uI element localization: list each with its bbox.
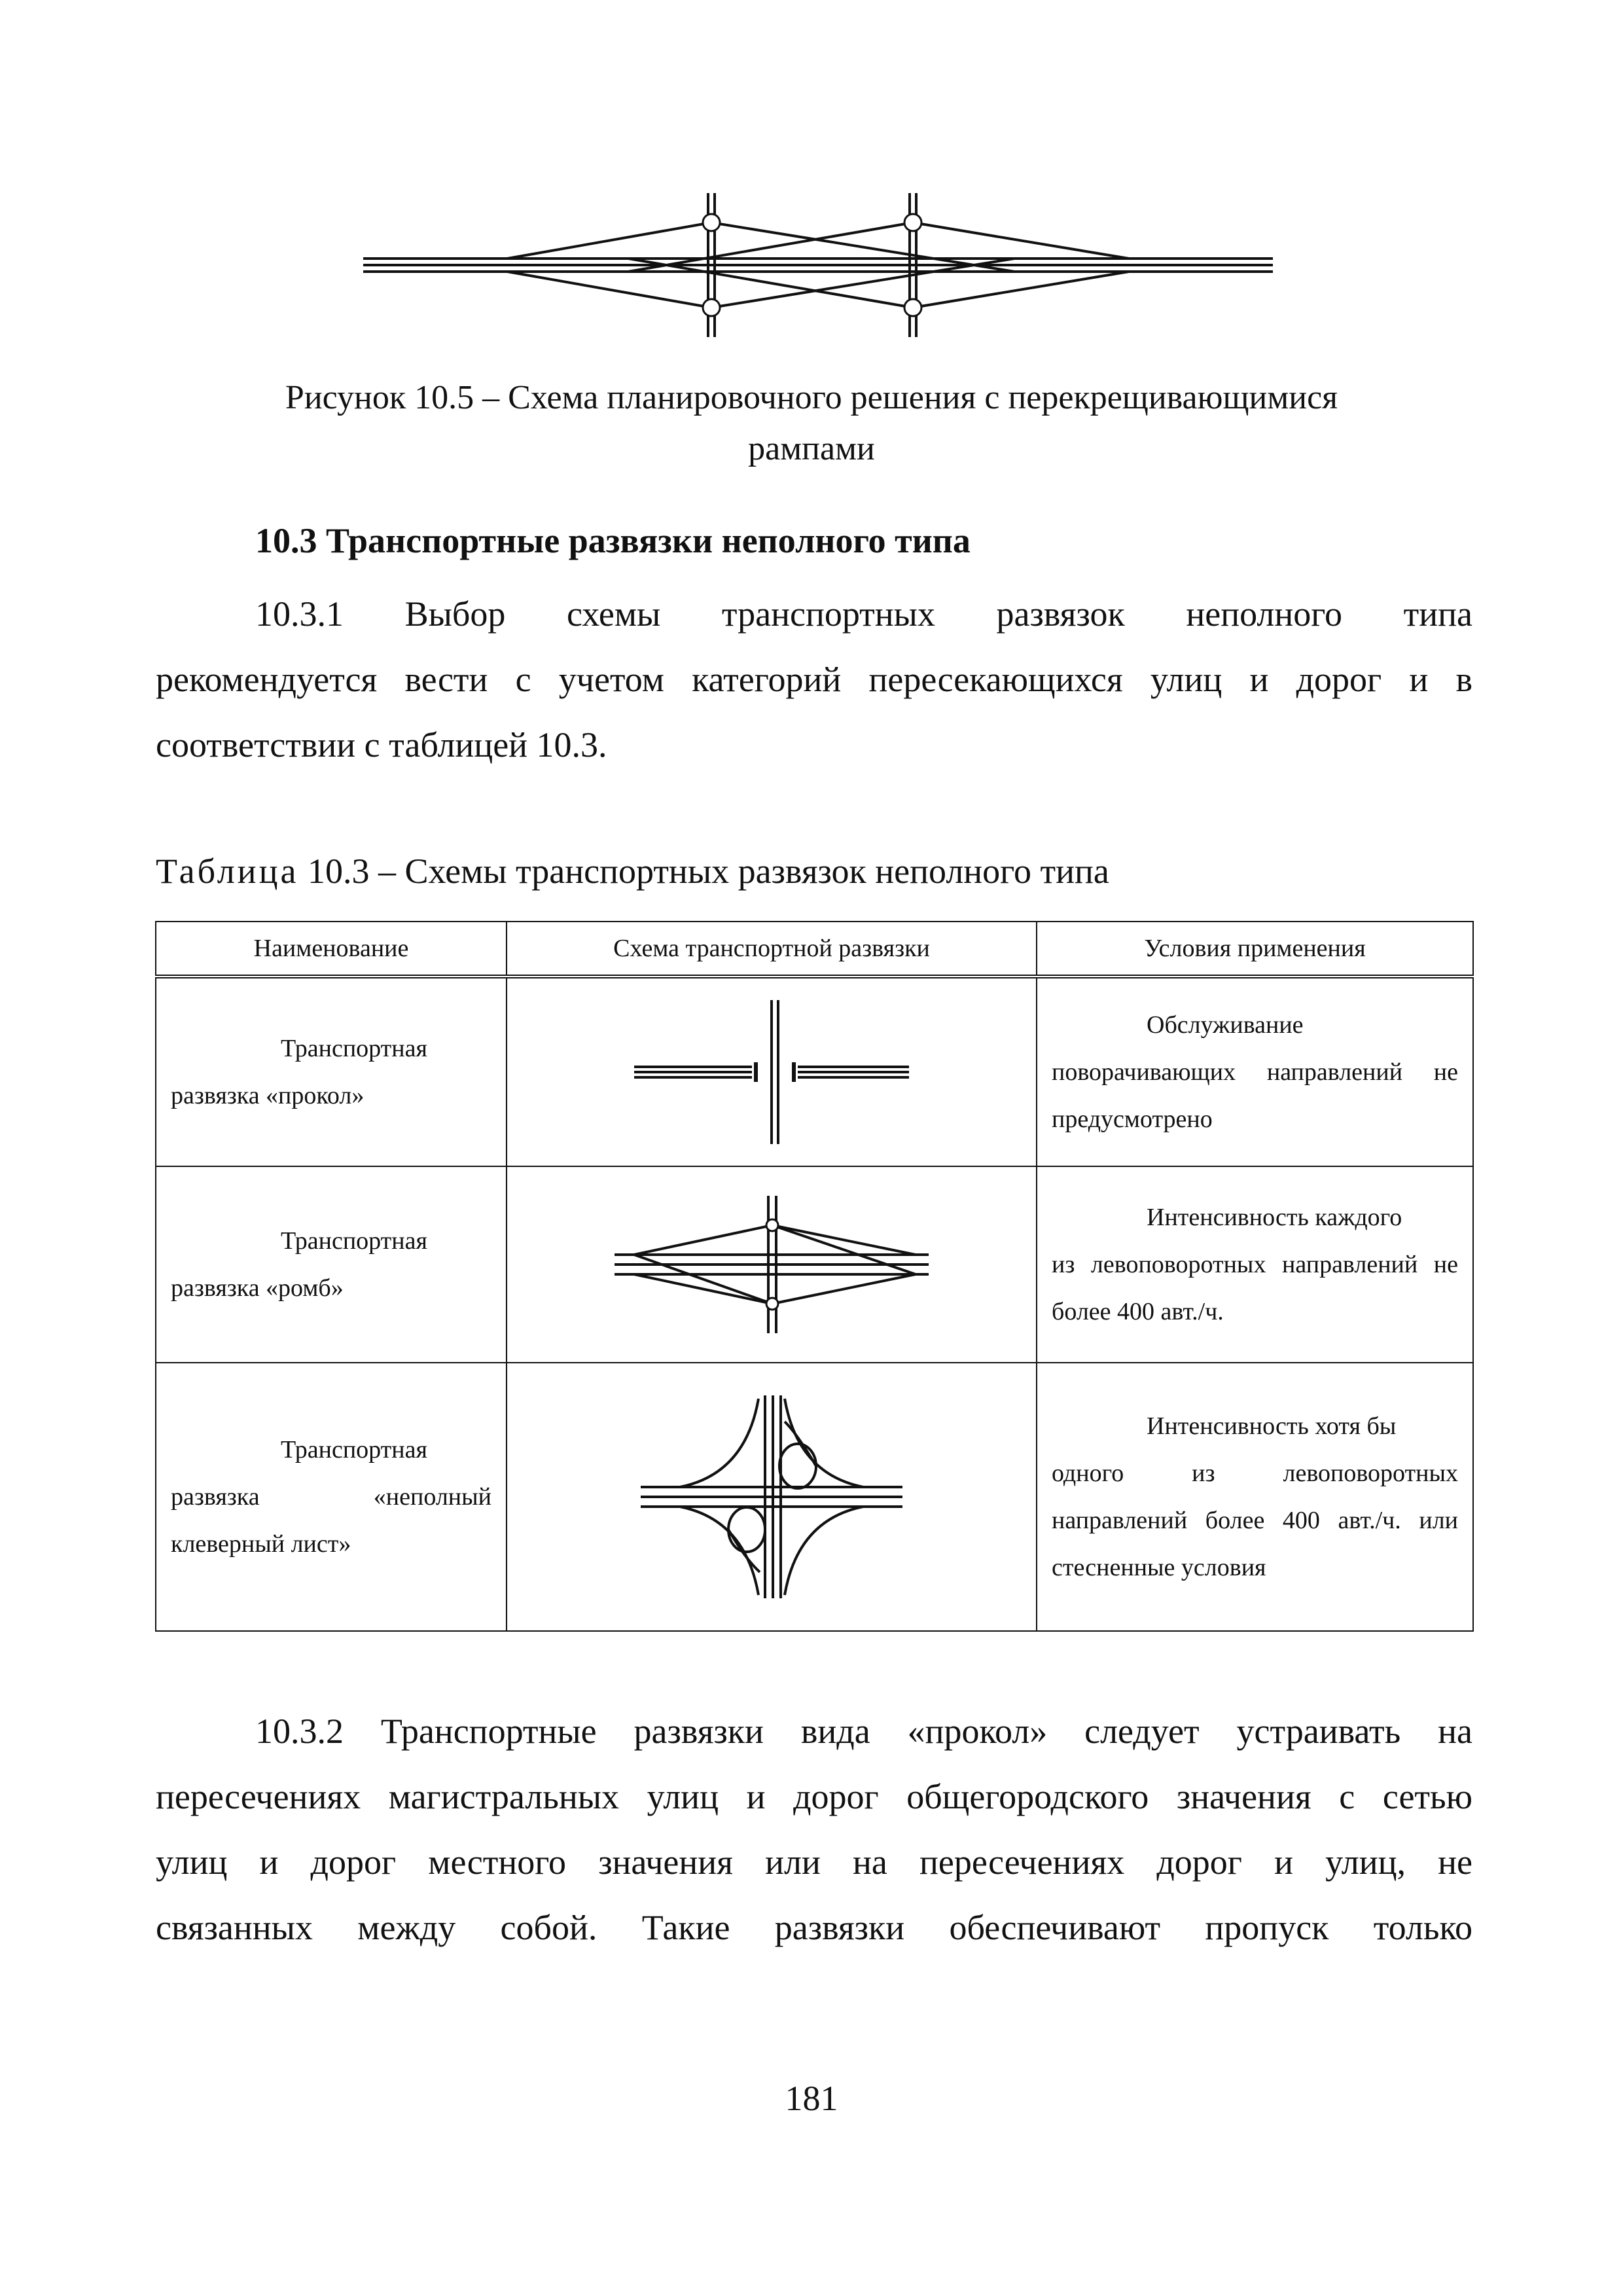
figure-10-5-diagram — [353, 183, 1283, 347]
row-conditions-cell — [1037, 1166, 1473, 1363]
paragraph-1-line2: рекомендуется вести с учетом категорий пересекающихся улиц и дорог и в — [156, 660, 1472, 699]
header-schema: Схема транспортной развязки — [507, 922, 1037, 977]
table-caption-text: 10.3 – Схемы транспортных развязок неполного типа — [307, 852, 1109, 891]
row-cond-rest: из левоповоротных направлений не более 400 авт./ч. — [1052, 1251, 1458, 1325]
row-name-line1: Транспортная — [281, 1035, 427, 1062]
row-conditions-cell — [1037, 977, 1473, 1166]
row-conditions-cell — [1037, 1363, 1473, 1631]
row-name-line2: развязка «ромб» — [171, 1274, 344, 1302]
schema-cloverleaf — [507, 1363, 1037, 1631]
table-row — [156, 977, 1473, 1166]
table-row — [156, 1363, 1473, 1631]
prokol-diagram — [608, 994, 935, 1151]
table-header-row — [156, 922, 1473, 977]
schema-prokol — [507, 977, 1037, 1166]
paragraph-1-line1: 10.3.1 Выбор схемы транспортных развязок неполного типа — [255, 594, 1472, 634]
romb-diagram — [608, 1186, 935, 1343]
paragraph-2-line4: связанных между собой. Такие развязки обеспечивают пропуск только — [156, 1908, 1472, 1947]
row-cond-rest: поворачивающих направлений не предусмотрено — [1052, 1058, 1458, 1133]
paragraph-2-line2: пересечениях магистральных улиц и дорог общегородского значения с сетью — [156, 1777, 1472, 1816]
paragraph-2-line1: 10.3.2 Транспортные развязки вида «прокол» следует устраивать на — [255, 1712, 1472, 1751]
row-name-line2: развязка «прокол» — [171, 1082, 365, 1109]
figure-caption-line2: рампами — [748, 430, 875, 467]
row-name-cell — [156, 1363, 507, 1631]
section-heading: 10.3 Транспортные развязки неполного типа — [255, 521, 971, 560]
row-cond-line1: Интенсивность хотя бы — [1147, 1412, 1397, 1440]
figure-caption-line1: Рисунок 10.5 – Схема планировочного решения с перекрещивающимися — [285, 379, 1338, 416]
interchange-table — [155, 921, 1474, 1632]
row-name-line1: Транспортная — [281, 1227, 427, 1255]
table-caption-label: Таблица — [156, 852, 299, 891]
row-name-cell — [156, 1166, 507, 1363]
table-row — [156, 1166, 1473, 1363]
row-name-line1: Транспортная — [281, 1436, 427, 1463]
header-conditions: Условия применения — [1037, 922, 1473, 977]
header-name: Наименование — [156, 922, 507, 977]
row-name-cell — [156, 977, 507, 1166]
paragraph-2-line3: улиц и дорог местного значения или на пересечениях дорог и улиц, не — [156, 1842, 1472, 1882]
paragraph-1-line3: соответствии с таблицей 10.3. — [156, 725, 607, 764]
schema-romb — [507, 1166, 1037, 1363]
row-cond-line1: Обслуживание — [1147, 1011, 1304, 1039]
row-cond-line1: Интенсивность каждого — [1147, 1204, 1402, 1231]
page-number: 181 — [785, 2079, 838, 2118]
table-caption — [156, 851, 1109, 891]
row-cond-rest: одного из левоповоротных направлений более 400 авт./ч. или стесненные условия — [1052, 1460, 1458, 1581]
row-name-line2: развязка «неполный клеверный лист» — [171, 1483, 491, 1558]
cloverleaf-diagram — [608, 1382, 935, 1611]
